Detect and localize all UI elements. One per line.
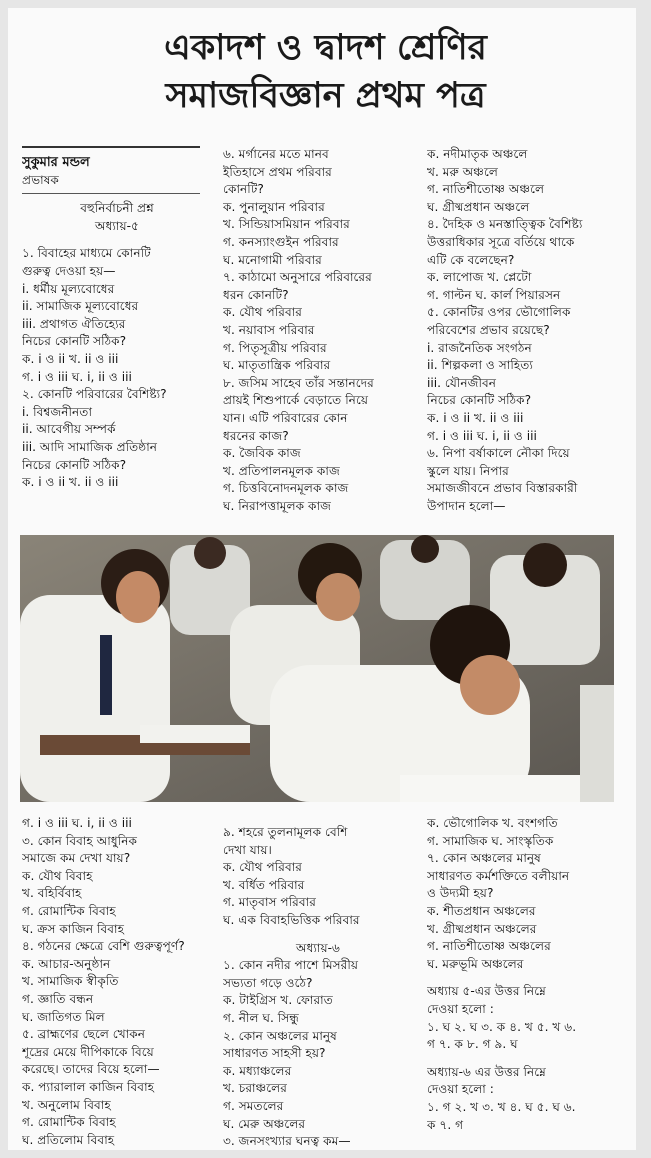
question-list xyxy=(22,245,212,491)
text-line: ৫. ব্রাহ্মণের ছেলে খোকন xyxy=(22,1027,146,1042)
text-line: খ. নয়াবাস পরিবার xyxy=(223,322,315,337)
text-line: ৪. গঠনের ক্ষেত্রে বেশি গুরুত্বপূর্ণ? xyxy=(22,939,185,954)
text-line: ৪. দৈহিক ও মনস্তাত্ত্বিক বৈশিষ্ট্য xyxy=(427,217,583,232)
text-line: সভ্যতা গড়ে ওঠে? xyxy=(223,975,313,990)
text-line: স্কুলে যায়। নিপার xyxy=(427,463,509,478)
text-line: খ. চরাঞ্চলের xyxy=(223,1081,287,1096)
text-line: ক. টাইগ্রিস খ. ফোরাত xyxy=(223,993,333,1008)
text-line: ক. নদীমাতৃক অঞ্চলে xyxy=(427,147,528,161)
title-line-2: সমাজবিজ্ঞান প্রথম পত্র xyxy=(165,76,486,116)
text-line: ক. ভৌগোলিক খ. বংশগতি xyxy=(427,816,558,830)
question-list xyxy=(427,146,619,515)
text-line: iii. আদি সামাজিক প্রতিষ্ঠান xyxy=(22,439,158,454)
text-line: গ. মাতৃবাস পরিবার xyxy=(223,895,316,910)
column-2-bottom xyxy=(223,824,413,1151)
column-3-bottom xyxy=(427,815,619,1134)
text-line: ii. শিল্পকলা ও সাহিত্য xyxy=(427,358,533,373)
text-line: নিচের কোনটি সঠিক? xyxy=(427,393,532,408)
text-line: ii. আবেগীয় সম্পর্ক xyxy=(22,422,116,437)
text-line: iii. প্রথাগত ঐতিহ্যের xyxy=(22,316,126,331)
text-line: দেওয়া হলো : xyxy=(427,1082,494,1097)
text-line: ক. জৈবিক কাজ xyxy=(223,446,301,461)
text-line: গ. i ও iii ঘ. i, ii ও iii xyxy=(427,428,537,443)
chapter-label: অধ্যায়-৬ xyxy=(296,940,340,955)
text-line: গ. i ও iii ঘ. i, ii ও iii xyxy=(22,369,132,384)
answer-key-chapter-5 xyxy=(427,983,619,1053)
text-line: নিচের কোনটি সঠিক? xyxy=(22,334,127,349)
text-line: ১. ঘ ২. ঘ ৩. ক ৪. খ ৫. খ ৬. xyxy=(427,1019,577,1034)
text-line: ক. শীতপ্রধান অঞ্চলের xyxy=(427,903,536,918)
text-line: ৩. জনসংখ্যার ঘনত্ব কম— xyxy=(223,1134,351,1149)
text-line: গ. নাতিশীতোষ্ণ অঞ্চলের xyxy=(427,939,551,954)
text-line: ক. প্যারালাল কাজিন বিবাহ xyxy=(22,1079,155,1094)
text-line: ৫. কোনটির ওপর ভৌগোলিক xyxy=(427,305,571,320)
text-line: গ. পিতৃসূত্রীয় পরিবার xyxy=(223,340,327,355)
text-line: গ. নীল ঘ. সিন্ধু xyxy=(223,1010,299,1025)
text-line: শূদ্রের মেয়ে দীপিকাকে বিয়ে xyxy=(22,1044,154,1059)
text-line: খ. বহির্বিবাহ xyxy=(22,886,82,901)
text-line: করেছে। তাদের বিয়ে হলো— xyxy=(22,1062,160,1077)
text-line: এটি কে বলেছেন? xyxy=(427,252,515,267)
text-line: ২. কোনটি পরিবারের বৈশিষ্ট্য? xyxy=(22,387,167,402)
text-line: খ. সামাজিক স্বীকৃতি xyxy=(22,974,119,989)
text-line: ক. আচার-অনুষ্ঠান xyxy=(22,956,111,971)
text-line: ঘ. ক্রস কাজিন বিবাহ xyxy=(22,921,124,936)
text-line: ১. বিবাহের মাধ্যমে কোনটি xyxy=(22,246,151,261)
text-line: খ. গ্রীষ্মপ্রধান অঞ্চলের xyxy=(427,921,537,936)
text-line: গ. গাল্টন ঘ. কার্ল পিয়ারসন xyxy=(427,287,561,302)
text-line: ঘ. মেরু অঞ্চলের xyxy=(223,1116,306,1131)
column-3 xyxy=(427,146,619,515)
text-line: ক. যৌথ পরিবার xyxy=(223,860,302,875)
text-line: ৮. জসিম সাহেব তাঁর সন্তানদের xyxy=(223,375,374,390)
text-line: ক. i ও ii খ. ii ও iii xyxy=(427,410,524,425)
text-line: দেখা যায়। xyxy=(223,842,272,857)
question-list xyxy=(223,824,413,930)
page-title xyxy=(0,24,651,120)
text-line: গ. জ্ঞাতি বন্ধন xyxy=(22,991,94,1006)
text-line: ক ৭. গ xyxy=(427,1117,464,1132)
text-line: ঘ. এক বিবাহভিত্তিক পরিবার xyxy=(223,912,360,927)
text-line: ও উদ্যমী হয়? xyxy=(427,886,494,901)
text-line: ক. মধ্যাঞ্চলের xyxy=(223,1063,292,1078)
text-line: ঘ. মাতৃতান্ত্রিক পরিবার xyxy=(223,358,331,373)
text-line: ঘ. মনোগামী পরিবার xyxy=(223,252,322,267)
author-name: সুকুমার মন্ডল xyxy=(22,155,90,170)
text-line: গুরুত্ব দেওয়া হয়— xyxy=(22,263,116,278)
text-line: ঘ. মরুভূমি অঞ্চলের xyxy=(427,956,524,971)
text-line: গ. সামাজিক ঘ. সাংস্কৃতিক xyxy=(427,833,554,848)
text-line: গ ৭. ক ৮. গ ৯. ঘ xyxy=(427,1037,518,1052)
text-line: i. ধর্মীয় মূল্যবোধের xyxy=(22,281,115,296)
text-line: ধরন কোনটি? xyxy=(223,287,289,302)
question-list xyxy=(223,146,413,515)
text-line: অধ্যায়-৬ এর উত্তর নিম্নে xyxy=(427,1064,546,1079)
text-line: ঘ. গ্রীষ্মপ্রধান অঞ্চলে xyxy=(427,199,530,214)
text-line: গ. রোমান্টিক বিবাহ xyxy=(22,1115,116,1130)
text-line: ২. কোন অঞ্চলের মানুষ xyxy=(223,1028,337,1043)
text-line: ii. সামাজিক মূল্যবোধের xyxy=(22,299,139,314)
text-line: ইতিহাসে প্রথম পরিবার xyxy=(223,164,332,179)
text-line: সমাজে কম দেখা যায়? xyxy=(22,851,131,866)
text-line: গ. কনস্যাংগুইন পরিবার xyxy=(223,234,339,249)
text-line: গ. রোমান্টিক বিবাহ xyxy=(22,903,116,918)
column-1-bottom xyxy=(22,815,212,1149)
title-line-1: একাদশ ও দ্বাদশ শ্রেণির xyxy=(164,28,487,68)
text-line: ৯. শহরে তুলনামূলক বেশি xyxy=(223,825,348,839)
text-line: গ. চিত্তবিনোদনমূলক কাজ xyxy=(223,481,349,496)
text-line: গ. নাতিশীতোষ্ণ অঞ্চলে xyxy=(427,182,545,197)
text-line: ক. লাপোজ খ. প্লেটো xyxy=(427,270,532,285)
text-line: ক. i ও ii খ. ii ও iii xyxy=(22,475,119,490)
text-line: উপাদান হলো— xyxy=(427,498,506,513)
column-1 xyxy=(22,146,212,492)
text-line: ৩. কোন বিবাহ আধুনিক xyxy=(22,833,138,848)
text-line: ১. গ ২. খ ৩. খ ৪. ঘ ৫. ঘ ৬. xyxy=(427,1099,576,1114)
text-line: পরিবেশের প্রভাব রয়েছে? xyxy=(427,322,550,337)
answer-key-chapter-6 xyxy=(427,1064,619,1134)
text-line: সমাজজীবনে প্রভাব বিস্তারকারী xyxy=(427,481,578,496)
students-writing-exam-image xyxy=(20,535,614,802)
text-line: খ. বর্ধিত পরিবার xyxy=(223,877,305,892)
text-line: দেওয়া হলো : xyxy=(427,1001,494,1016)
text-line: গ. সমতলের xyxy=(223,1098,284,1113)
text-line: নিচের কোনটি সঠিক? xyxy=(22,457,127,472)
text-line: ১. কোন নদীর পাশে মিসরীয় xyxy=(223,958,359,973)
text-line: প্রায়ই শিশুপার্কে বেড়াতে নিয়ে xyxy=(223,393,369,408)
text-line: গ. i ও iii ঘ. i, ii ও iii xyxy=(22,816,132,830)
text-line: ঘ. নিরাপত্তামূলক কাজ xyxy=(223,498,332,513)
text-line: ক. যৌথ বিবাহ xyxy=(22,868,93,883)
text-line: সাধারণত কর্মশক্তিতে বলীয়ান xyxy=(427,868,570,883)
divider xyxy=(22,193,200,194)
column-2 xyxy=(223,146,413,515)
text-line: ৭. কোন অঞ্চলের মানুষ xyxy=(427,851,541,866)
text-line: যান। এটি পরিবারের কোন xyxy=(223,410,348,425)
text-line: সাধারণত সাহসী হয়? xyxy=(223,1046,326,1061)
question-list xyxy=(223,957,413,1151)
question-list xyxy=(22,815,212,1149)
text-line: ধরনের কাজ? xyxy=(223,428,289,443)
text-line: খ. সিন্ডিয়াসমিয়ান পরিবার xyxy=(223,217,350,232)
text-line: ক. i ও ii খ. ii ও iii xyxy=(22,351,119,366)
text-line: ক. পুনালুয়ান পরিবার xyxy=(223,199,325,214)
text-line: ৬. নিপা বর্ষাকালে নৌকা দিয়ে xyxy=(427,446,570,461)
text-line: অধ্যায় ৫-এর উত্তর নিম্নে xyxy=(427,984,546,999)
text-line: উত্তরাধিকার সূত্রে বর্তিয়ে থাকে xyxy=(427,234,575,249)
exam-hall-photo xyxy=(20,535,614,802)
text-line: ৭. কাঠামো অনুসারে পরিবারের xyxy=(223,270,372,285)
text-line: খ. প্রতিপালনমূলক কাজ xyxy=(223,463,340,478)
text-line: খ. মরু অঞ্চলে xyxy=(427,164,498,179)
text-line: খ. অনুলোম বিবাহ xyxy=(22,1097,111,1112)
section-heading: বহুনির্বাচনী প্রশ্ন xyxy=(80,201,154,216)
chapter-label: অধ্যায়-৫ xyxy=(95,218,139,233)
text-line: কোনটি? xyxy=(223,182,264,197)
question-list xyxy=(427,815,619,973)
text-line: iii. যৌনজীবন xyxy=(427,375,497,390)
text-line: ঘ. জাতিগত মিল xyxy=(22,1009,105,1024)
divider xyxy=(22,146,200,148)
text-line: ক. যৌথ পরিবার xyxy=(223,305,302,320)
author-role: প্রভাষক xyxy=(22,172,59,187)
text-line: ঘ. প্রতিলোম বিবাহ xyxy=(22,1132,115,1147)
text-line: ৬. মর্গানের মতে মানব xyxy=(223,147,329,161)
text-line: i. রাজনৈতিক সংগঠন xyxy=(427,340,532,355)
text-line: i. বিশ্বজনীনতা xyxy=(22,404,92,419)
